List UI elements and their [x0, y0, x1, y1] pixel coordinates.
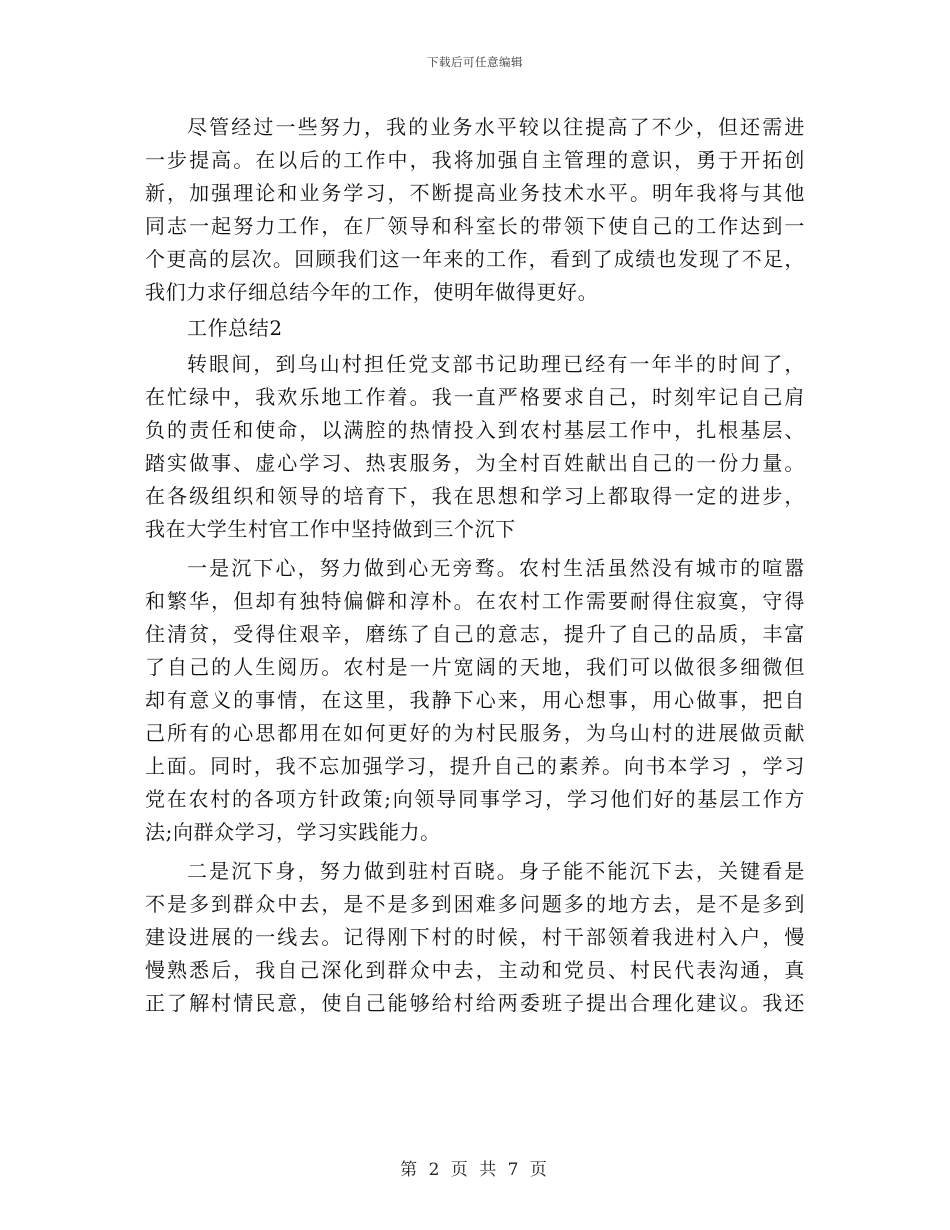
text-line: 一是沉下心，努力做到心无旁骛。农村生活虽然没有城市的喧嚣 [187, 556, 805, 580]
text-line: 法;向群众学习，学习实践能力。 [145, 820, 441, 844]
paragraph [145, 552, 805, 849]
text-line: 尽管经过一些努力，我的业务水平较以往提高了不少，但还需进 [187, 115, 805, 139]
text-line: 己所有的心思都用在如何更好的为村民服务，为乌山村的进展做贡献 [145, 721, 805, 745]
text-line: 我们力求仔细总结今年的工作，使明年做得更好。 [145, 280, 599, 304]
text-line: 却有意义的事情，在这里，我静下心来，用心想事，用心做事，把自 [145, 688, 805, 712]
text-line: 党在农村的各项方针政策;向领导同事学习，学习他们好的基层工作方 [145, 787, 805, 811]
text-line: 上面。同时，我不忘加强学习，提升自己的素养。向书本学习 ，学习 [145, 754, 805, 778]
text-line: 在忙绿中，我欢乐地工作着。我一直严格要求自己，时刻牢记自己肩 [145, 385, 805, 409]
text-line: 新，加强理论和业务学习，不断提高业务技术水平。明年我将与其他 [145, 181, 805, 205]
text-line: 负的责任和使命，以满腔的热情投入到农村基层工作中，扎根基层、 [145, 418, 805, 442]
text-line: 在各级组织和领导的培育下，我在思想和学习上都取得一定的进步， [145, 484, 805, 508]
heading-text: 工作总结2 [187, 316, 283, 340]
text-line: 一步提高。在以后的工作中，我将加强自主管理的意识，勇于开拓创 [145, 148, 805, 172]
paragraph [145, 348, 805, 546]
text-line: 个更高的层次。回顾我们这一年来的工作，看到了成绩也发现了不足， [145, 247, 805, 271]
text-line: 转眼间，到乌山村担任党支部书记助理已经有一年半的时间了， [187, 352, 805, 376]
text-line: 不是多到群众中去，是不是多到困难多问题多的地方去，是不是多到 [145, 892, 805, 916]
text-line: 同志一起努力工作，在厂领导和科室长的带领下使自己的工作达到一 [145, 214, 805, 238]
text-line: 和繁华，但却有独特偏僻和淳朴。在农村工作需要耐得住寂寞，守得 [145, 589, 805, 613]
paragraph [145, 855, 805, 1020]
text-line: 建设进展的一线去。记得刚下村的时候，村干部领着我进村入户，慢 [145, 925, 805, 949]
section-heading [145, 312, 805, 345]
text-line: 正了解村情民意，使自己能够给村给两委班子提出合理化建议。我还 [145, 991, 805, 1015]
text-line: 了自己的人生阅历。农村是一片宽阔的天地，我们可以做很多细微但 [145, 655, 805, 679]
document-body [145, 111, 805, 1020]
text-line: 住清贫，受得住艰辛，磨练了自己的意志，提升了自己的品质，丰富 [145, 622, 805, 646]
text-line: 二是沉下身，努力做到驻村百晓。身子能不能沉下去，关键看是 [187, 859, 805, 883]
text-line: 踏实做事、虚心学习、热衷服务，为全村百姓献出自己的一份力量。 [145, 451, 805, 475]
paragraph [145, 111, 805, 309]
text-line: 慢熟悉后，我自己深化到群众中去，主动和党员、村民代表沟通，真 [145, 958, 805, 982]
page-header: 下载后可任意编辑 [427, 55, 523, 69]
text-line: 我在大学生村官工作中坚持做到三个沉下 [145, 517, 516, 541]
page-number: 第 2 页 共 7 页 [400, 1160, 550, 1180]
